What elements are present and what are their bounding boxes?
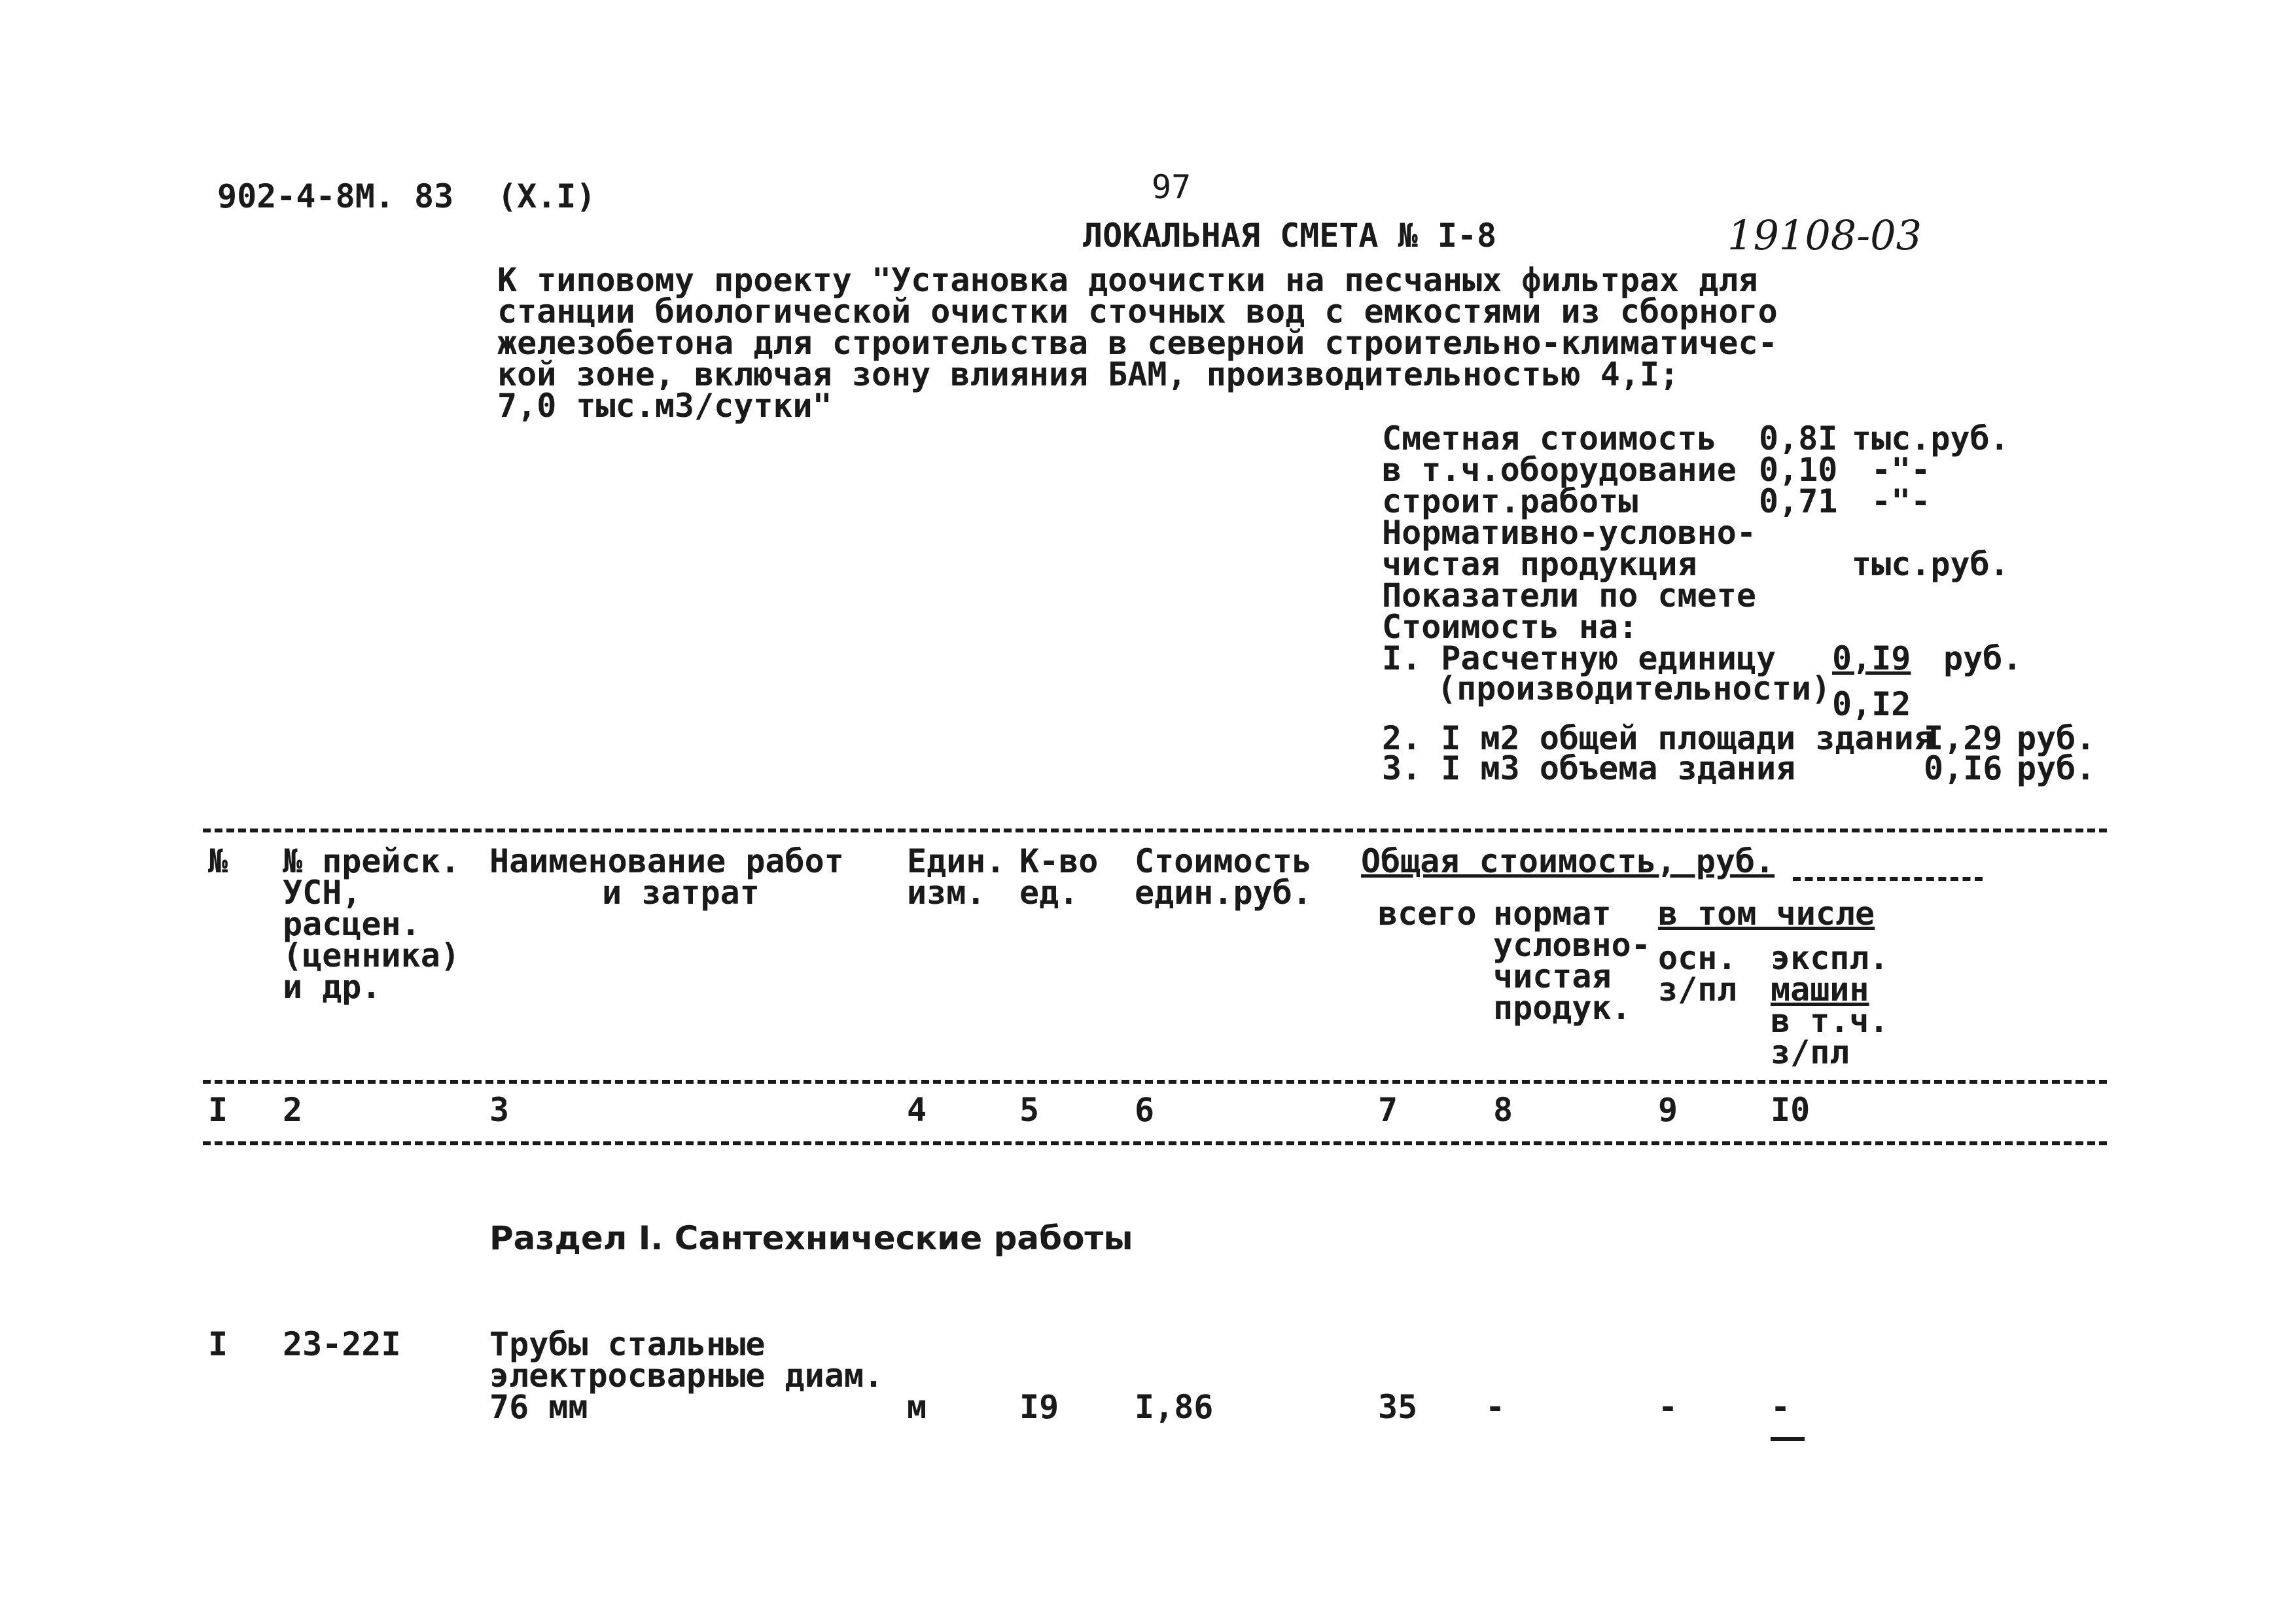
row-code: 23-22I	[283, 1325, 401, 1363]
row-unit: м	[907, 1388, 927, 1426]
column-number: 7	[1378, 1091, 1398, 1129]
construction-label: строит.работы	[1382, 482, 1638, 520]
row-name: электросварные диам.	[489, 1357, 884, 1395]
doc-code: 902-4-8М. 83	[217, 177, 454, 215]
header-total-cost: Общая стоимость, руб.	[1361, 842, 1775, 880]
header-col-6: Стоимость	[1135, 842, 1312, 880]
normative-label-2: чистая продукция	[1382, 545, 1697, 583]
header-col-9: з/пл	[1658, 971, 1737, 1008]
construction-value: 0,71	[1759, 482, 1838, 520]
indicator-3-unit: руб.	[2017, 749, 2096, 787]
doc-part: (Х.I)	[497, 177, 596, 215]
handwritten-number: 19108-03	[1727, 211, 1922, 259]
indicator-1-value-top: 0,I9	[1832, 639, 1911, 677]
equipment-unit: -"-	[1871, 451, 1931, 489]
row-machines: -	[1771, 1388, 1791, 1426]
row-salary: -	[1658, 1388, 1678, 1426]
header-col-5: ед.	[1019, 874, 1079, 912]
indicator-1-value-bottom: 0,I2	[1832, 685, 1911, 723]
header-col-10: з/пл	[1771, 1033, 1850, 1071]
header-col-2: расцен.	[283, 905, 421, 943]
header-col-10: в т.ч.	[1771, 1002, 1889, 1040]
header-col-8: условно-	[1493, 926, 1651, 964]
column-number: I0	[1771, 1091, 1810, 1129]
header-col-8: нормат	[1493, 895, 1612, 933]
page-number: 97	[1152, 168, 1192, 206]
subtitle-line: станции биологической очистки сточных вод с емкостями из сборного	[497, 293, 1778, 330]
row-normative: -	[1485, 1388, 1506, 1426]
section-title: Раздел I. Сантехнические работы	[489, 1219, 1133, 1257]
header-including: в том числе	[1658, 895, 1875, 933]
column-number: 9	[1658, 1091, 1678, 1129]
cost-on-label: Стоимость на:	[1382, 608, 1638, 646]
normative-label: Нормативно-условно-	[1382, 514, 1756, 552]
indicator-1-label-2: (производительности)	[1437, 669, 1831, 707]
header-col-3: и затрат	[602, 874, 760, 912]
cost-label: Сметная стоимость	[1382, 419, 1717, 457]
header-col-2: (ценника)	[283, 936, 460, 974]
cost-unit: тыс.руб.	[1852, 419, 2009, 457]
header-col-2: и др.	[283, 968, 381, 1006]
normative-unit: тыс.руб.	[1852, 545, 2009, 583]
header-total-rule	[1793, 877, 1983, 881]
document-title: ЛОКАЛЬНАЯ СМЕТА № I-8	[1083, 217, 1497, 255]
indicator-1-unit: руб.	[1943, 639, 2022, 677]
header-col-6: един.руб.	[1135, 874, 1312, 912]
column-number: I	[208, 1091, 228, 1129]
subtitle-line: К типовому проекту "Установка доочистки на песчаных фильтрах для	[497, 261, 1758, 299]
row-machines-underline	[1771, 1437, 1805, 1441]
indicator-2-label: 2. I м2 общей площади здания	[1382, 719, 1934, 757]
column-number: 8	[1493, 1091, 1513, 1129]
row-name: 76 мм	[489, 1388, 588, 1426]
equipment-value: 0,10	[1759, 451, 1838, 489]
row-total: 35	[1378, 1388, 1418, 1426]
column-number: 5	[1019, 1091, 1040, 1129]
header-col-2: УСН,	[283, 874, 362, 912]
column-numbers-rule	[203, 1141, 2107, 1145]
indicator-3-value: 0,I6	[1924, 749, 2003, 787]
indicator-3-label: 3. I м3 объема здания	[1382, 749, 1796, 787]
subtitle-line: 7,0 тыс.м3/сутки"	[497, 387, 832, 425]
equipment-label: в т.ч.оборудование	[1382, 451, 1737, 489]
subtitle-line: кой зоне, включая зону влияния БАМ, производительностью 4,I;	[497, 355, 1680, 393]
column-number: 6	[1135, 1091, 1155, 1129]
header-col-10: машин	[1771, 971, 1869, 1008]
header-bottom-rule	[203, 1080, 2107, 1084]
row-name: Трубы стальные	[489, 1325, 766, 1363]
header-col-7: всего	[1378, 895, 1477, 933]
header-col-3: Наименование работ	[489, 842, 844, 880]
column-number: 2	[283, 1091, 303, 1129]
header-col-4: Един.	[907, 842, 1006, 880]
column-number: 3	[489, 1091, 510, 1129]
row-quantity: I9	[1019, 1388, 1059, 1426]
header-col-9: осн.	[1658, 939, 1737, 977]
header-col-8: чистая	[1493, 957, 1612, 995]
row-unit-price: I,86	[1135, 1388, 1214, 1426]
indicator-1-label: I. Расчетную единицу	[1382, 639, 1776, 677]
header-col-4: изм.	[907, 874, 986, 912]
indicator-2-unit: руб.	[2017, 719, 2096, 757]
header-col-10: экспл.	[1771, 939, 1889, 977]
subtitle-line: железобетона для строительства в северной строительно-климатичес-	[497, 324, 1778, 362]
construction-unit: -"-	[1871, 482, 1931, 520]
table-top-rule	[203, 829, 2107, 832]
cost-value: 0,8I	[1759, 419, 1838, 457]
header-col-2: № прейск.	[283, 842, 460, 880]
indicators-label: Показатели по смете	[1382, 577, 1756, 615]
row-number: I	[208, 1325, 228, 1363]
header-col-1: №	[208, 842, 228, 880]
header-col-8: продук.	[1493, 989, 1631, 1027]
header-col-5: К-во	[1019, 842, 1099, 880]
indicator-2-value: I,29	[1924, 719, 2003, 757]
column-number: 4	[907, 1091, 927, 1129]
